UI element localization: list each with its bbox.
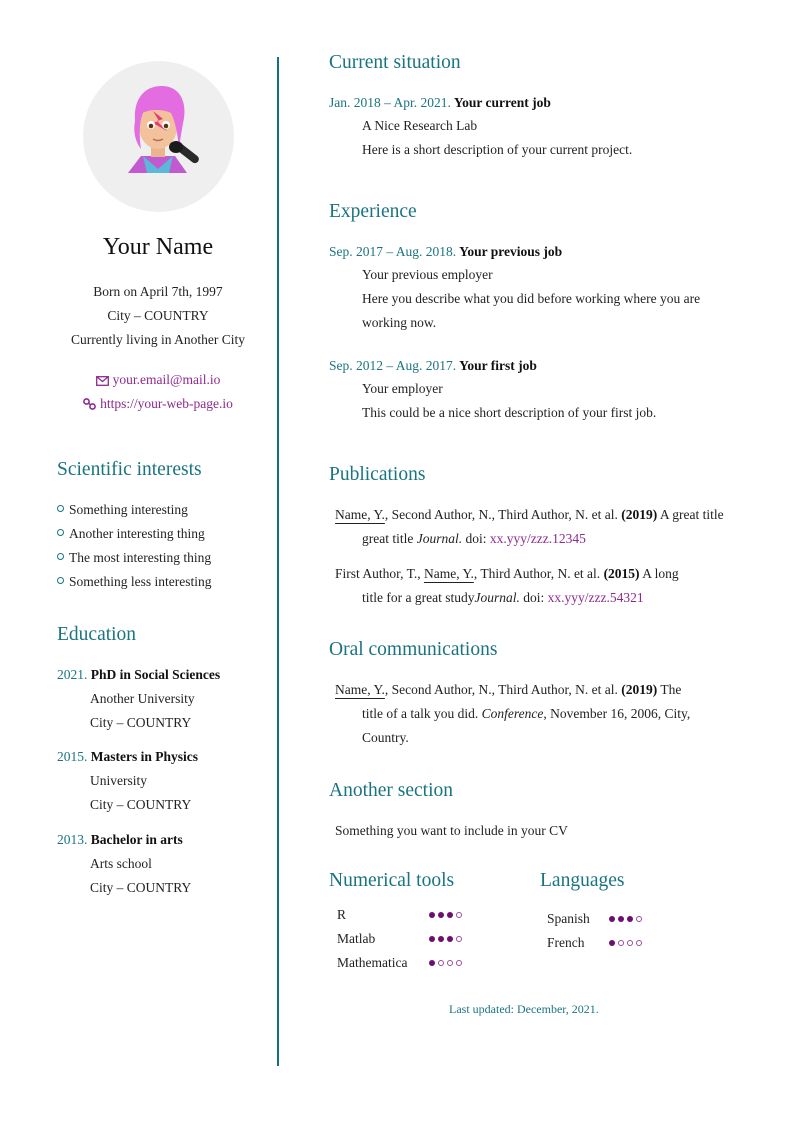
- singer-avatar-icon: [83, 61, 234, 212]
- section-title-current: Current situation: [329, 52, 461, 73]
- job-title: Your previous job: [459, 244, 563, 259]
- education-entry: [57, 749, 198, 821]
- education-school: Another University: [90, 691, 195, 706]
- languages-list: [547, 907, 642, 955]
- skill-rating-3-of-4: [429, 912, 462, 918]
- birth-date: Born on April 7th, 1997: [93, 284, 223, 299]
- oral-entry: Name, Y., Second Author, N., Third Author, N. et al. (2019) The: [335, 682, 682, 697]
- skill-row: [337, 951, 462, 975]
- publication-venue: Journal.: [416, 531, 463, 546]
- another-section-text: Something you want to include in your CV: [335, 823, 568, 838]
- doi-link[interactable]: xx.yyy/zzz.54321: [547, 590, 644, 605]
- job-employer: A Nice Research Lab: [362, 118, 478, 133]
- bullet-circle-icon: [57, 577, 64, 584]
- education-degree: PhD in Social Sciences: [90, 667, 221, 682]
- education-entry: [57, 832, 191, 904]
- email-text[interactable]: your.email@mail.io: [112, 372, 221, 387]
- link-icon: [83, 398, 96, 410]
- interests-list: [57, 502, 212, 598]
- language-rating-1-of-4: [609, 940, 642, 946]
- job-description: Here you describe what you did before working where you are working now.: [362, 291, 701, 330]
- tools-list: [337, 903, 462, 975]
- origin: City – COUNTRY: [107, 308, 209, 323]
- language-name: Spanish: [547, 911, 590, 926]
- job-entry: [329, 244, 732, 335]
- bullet-circle-icon: [57, 505, 64, 512]
- envelope-icon: [96, 376, 109, 386]
- email-link[interactable]: [0, 372, 316, 388]
- job-employer: Your previous employer: [362, 267, 493, 282]
- education-place: City – COUNTRY: [90, 880, 192, 895]
- bullet-circle-icon: [57, 529, 64, 536]
- job-title: Your current job: [453, 95, 551, 110]
- website-text[interactable]: https://your-web-page.io: [100, 396, 233, 411]
- list-item: Something interesting: [57, 502, 212, 526]
- language-name: French: [547, 935, 585, 950]
- section-title-experience: Experience: [329, 201, 417, 222]
- doi-link[interactable]: xx.yyy/zzz.12345: [489, 531, 586, 546]
- skill-name: Matlab: [337, 931, 376, 946]
- education-place: City – COUNTRY: [90, 715, 192, 730]
- section-title-languages: Languages: [540, 870, 625, 891]
- publication-year: (2019): [621, 507, 658, 522]
- publication-year: (2015): [603, 566, 640, 581]
- job-title: Your first job: [459, 358, 537, 373]
- job-dates: Sep. 2012 – Aug. 2017.: [329, 358, 457, 373]
- language-row: [547, 931, 642, 955]
- education-year: 2013.: [57, 832, 88, 847]
- section-title-tools: Numerical tools: [329, 870, 455, 891]
- publication-venue: Journal.: [474, 590, 520, 605]
- education-school: University: [90, 773, 147, 788]
- bullet-circle-icon: [57, 553, 64, 560]
- current-residence: Currently living in Another City: [71, 332, 245, 347]
- publication-entry-cont: great title Journal. doi: xx.yyy/zzz.12345: [362, 531, 586, 546]
- list-item: Another interesting thing: [57, 526, 212, 550]
- last-updated: Last updated: December, 2021.: [449, 1002, 599, 1016]
- publication-entry: Name, Y., Second Author, N., Third Author, N. et al. (2019) A great title: [335, 507, 724, 522]
- education-entry: [57, 667, 220, 739]
- education-year: 2021.: [57, 667, 88, 682]
- section-title-interests: Scientific interests: [57, 459, 202, 480]
- section-title-another: Another section: [329, 780, 454, 801]
- job-entry: [329, 95, 732, 162]
- skill-name: R: [337, 907, 347, 922]
- list-item: Something less interesting: [57, 574, 212, 598]
- job-description: This could be a nice short description of your first job.: [362, 405, 657, 420]
- oral-year: (2019): [621, 682, 658, 697]
- job-dates: Sep. 2017 – Aug. 2018.: [329, 244, 457, 259]
- skill-rating-3-of-4: [429, 936, 462, 942]
- job-entry: [329, 358, 732, 425]
- full-name: Your Name: [102, 234, 214, 260]
- publication-entry-cont: title for a great studyJournal. doi: xx.yyy/zzz.54321: [362, 590, 644, 605]
- section-title-education: Education: [57, 624, 137, 645]
- education-degree: Bachelor in arts: [90, 832, 183, 847]
- list-item: The most interesting thing: [57, 550, 212, 574]
- language-rating-3-of-4: [609, 916, 642, 922]
- author-self: Name, Y.: [335, 507, 385, 522]
- section-title-oral: Oral communications: [329, 639, 498, 660]
- education-school: Arts school: [90, 856, 152, 871]
- publication-entry: First Author, T., Name, Y., Third Author, N. et al. (2015) A long: [335, 566, 679, 581]
- education-place: City – COUNTRY: [90, 797, 192, 812]
- author-self: Name, Y.: [335, 682, 385, 697]
- job-employer: Your employer: [362, 381, 443, 396]
- education-degree: Masters in Physics: [90, 749, 198, 764]
- skill-row: [337, 927, 462, 951]
- website-link[interactable]: [0, 396, 316, 412]
- skill-rating-1-of-4: [429, 960, 462, 966]
- author-self: Name, Y.: [423, 566, 474, 581]
- oral-entry-cont: title of a talk you did. Conference, November 16, 2006, City, Country.: [362, 706, 691, 745]
- profile-photo: [83, 61, 234, 212]
- skill-name: Mathematica: [337, 955, 408, 970]
- language-row: [547, 907, 642, 931]
- job-dates: Jan. 2018 – Apr. 2021.: [329, 95, 451, 110]
- skill-row: [337, 903, 462, 927]
- job-description: Here is a short description of your current project.: [362, 142, 633, 157]
- section-title-publications: Publications: [329, 464, 426, 485]
- column-divider: [277, 57, 279, 1066]
- oral-venue: Conference: [481, 706, 544, 721]
- education-year: 2015.: [57, 749, 88, 764]
